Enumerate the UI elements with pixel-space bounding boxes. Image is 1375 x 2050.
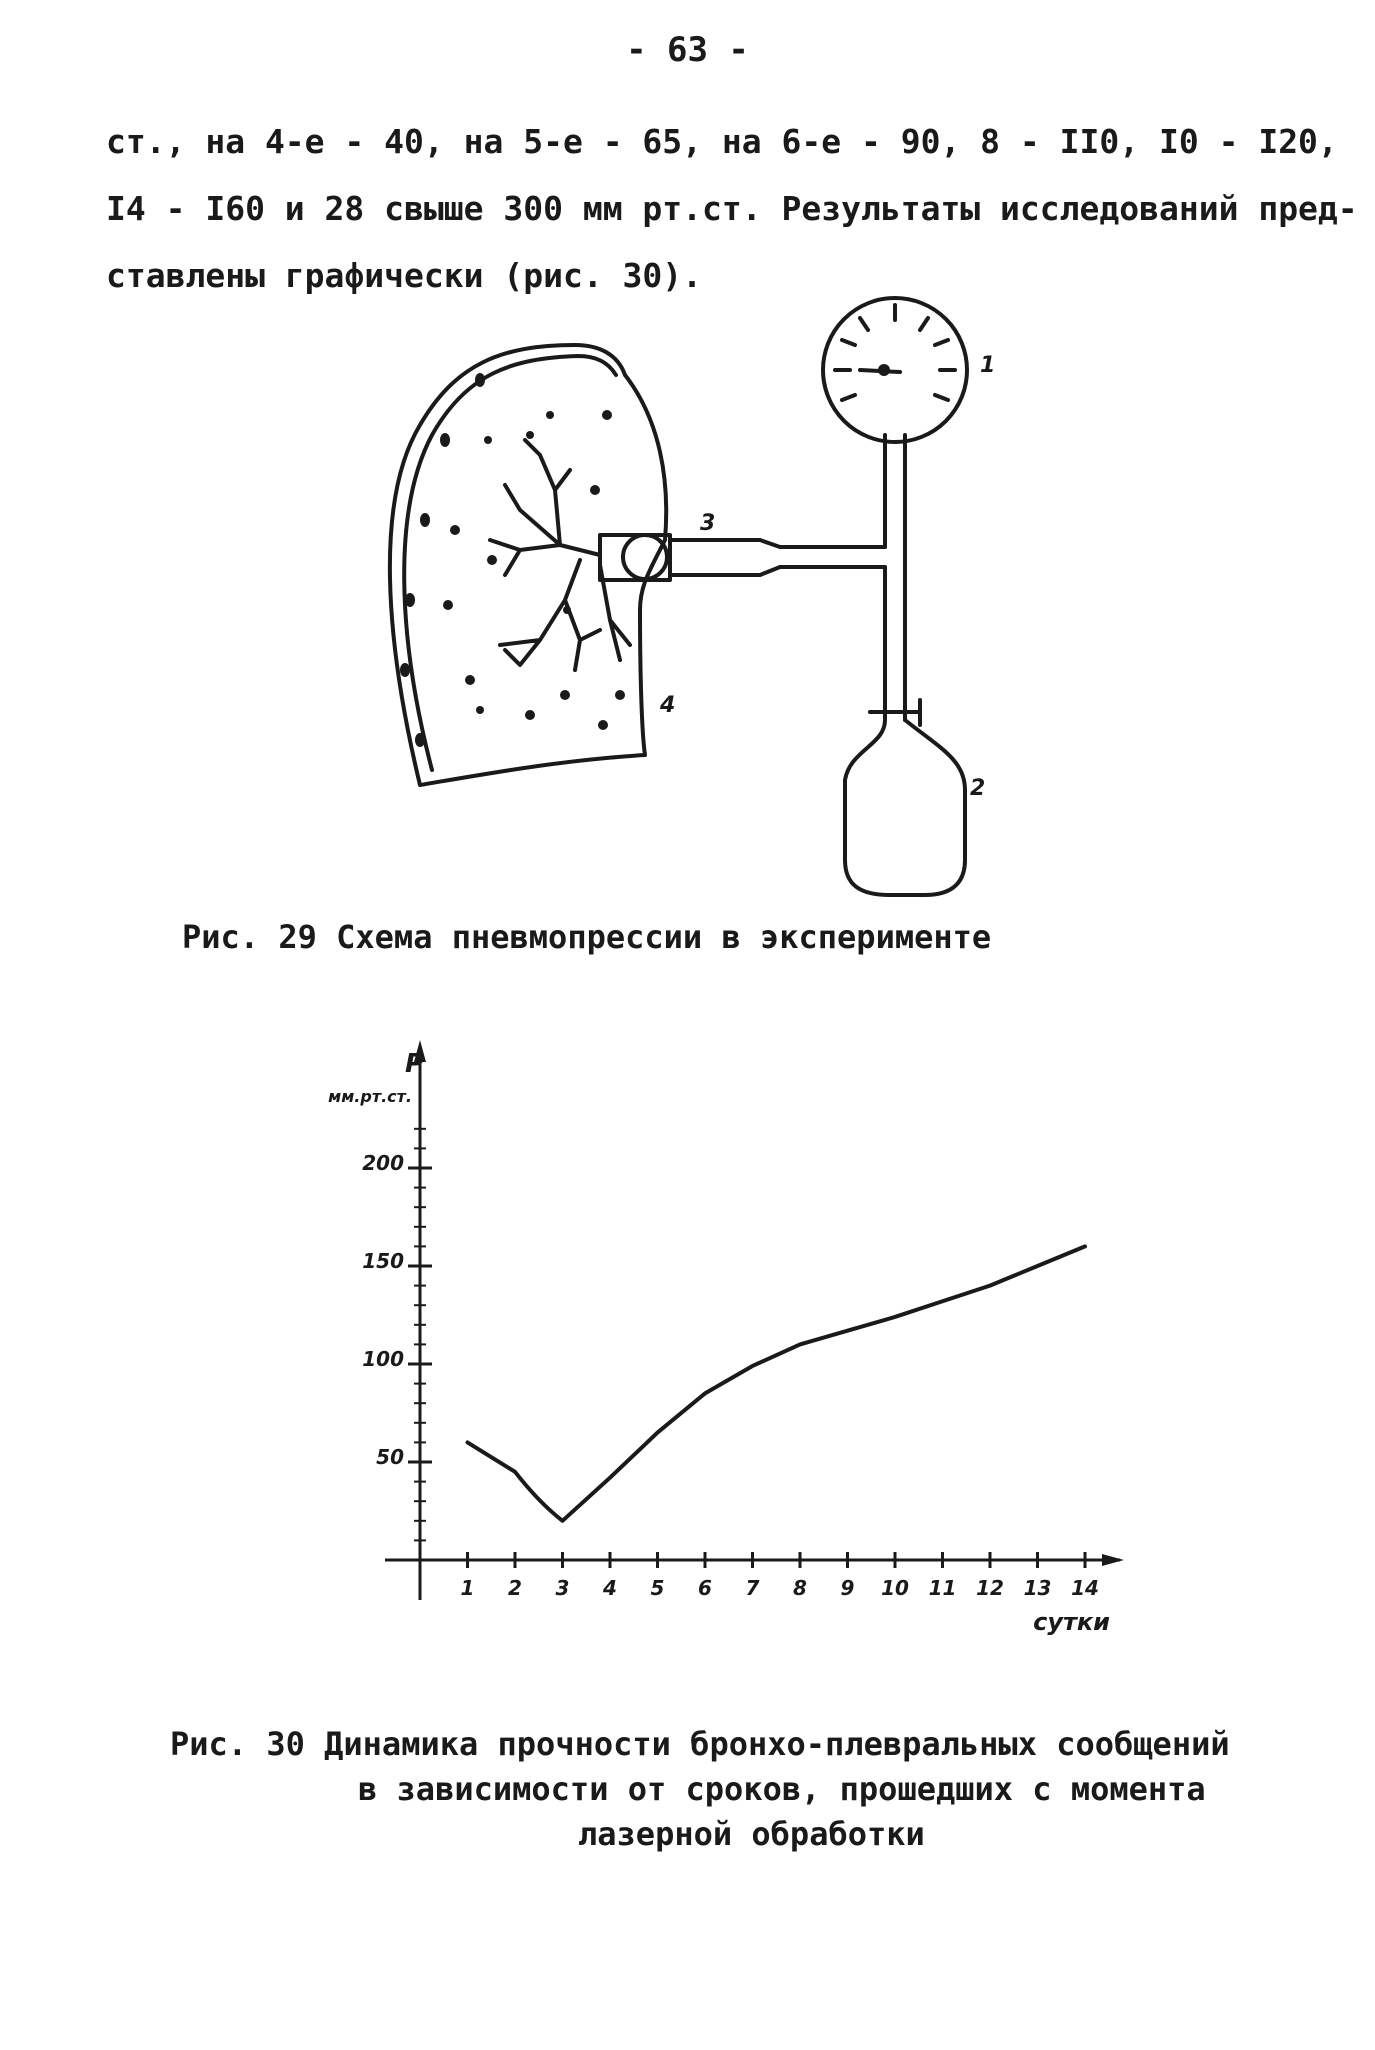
x-axis-arrow	[1102, 1554, 1124, 1566]
figure-30-caption-line-2: в зависимости от сроков, прошедших с момента	[358, 1770, 1206, 1808]
x-tick-label: 8	[793, 1576, 807, 1600]
figure-30-caption-line-1: Рис. 30 Динамика прочности бронхо-плевральных сообщений	[170, 1725, 1230, 1763]
y-tick-label: 100	[362, 1347, 404, 1371]
page-number: - 63 -	[626, 30, 749, 70]
x-tick-label: 6	[698, 1576, 712, 1600]
y-tick-label: 50	[376, 1445, 404, 1469]
x-tick-label: 7	[745, 1576, 760, 1600]
body-line-3: ставлены графически (рис. 30).	[106, 256, 703, 295]
body-line-2: I4 - I60 и 28 свыше 300 мм рт.ст. Результаты исследований пред-	[106, 189, 1358, 228]
series-line	[468, 1246, 1086, 1520]
figure-29-caption: Рис. 29 Схема пневмопрессии в эксперименте	[182, 918, 992, 956]
y-axis-unit: мм.рт.ст.	[328, 1087, 412, 1106]
y-tick-label: 150	[362, 1249, 404, 1273]
x-tick-label: 1	[460, 1576, 475, 1600]
x-tick-label: 14	[1071, 1576, 1099, 1600]
x-tick-label: 2	[508, 1576, 522, 1600]
label-connector: 3	[700, 511, 716, 536]
x-tick-label: 10	[881, 1576, 909, 1600]
x-tick-label: 5	[650, 1576, 665, 1600]
y-axis-label: Р	[405, 1049, 425, 1079]
x-tick-label: 11	[928, 1576, 957, 1600]
label-gauge: 1	[980, 353, 996, 378]
x-axis-label: сутки	[1033, 1608, 1110, 1636]
x-tick-label: 13	[1023, 1576, 1052, 1600]
x-tick-label: 12	[976, 1576, 1004, 1600]
x-tick-label: 9	[840, 1576, 855, 1600]
x-tick-label: 3	[555, 1576, 570, 1600]
body-line-1: ст., на 4-е - 40, на 5-е - 65, на 6-е - 90, 8 - II0, I0 - I20,	[106, 122, 1338, 161]
figure-30-caption-line-3: лазерной обработки	[578, 1815, 925, 1853]
label-bulb: 2	[970, 776, 986, 801]
x-tick-label: 4	[603, 1576, 617, 1600]
y-tick-label: 200	[362, 1151, 404, 1175]
label-lung: 4	[660, 693, 676, 718]
